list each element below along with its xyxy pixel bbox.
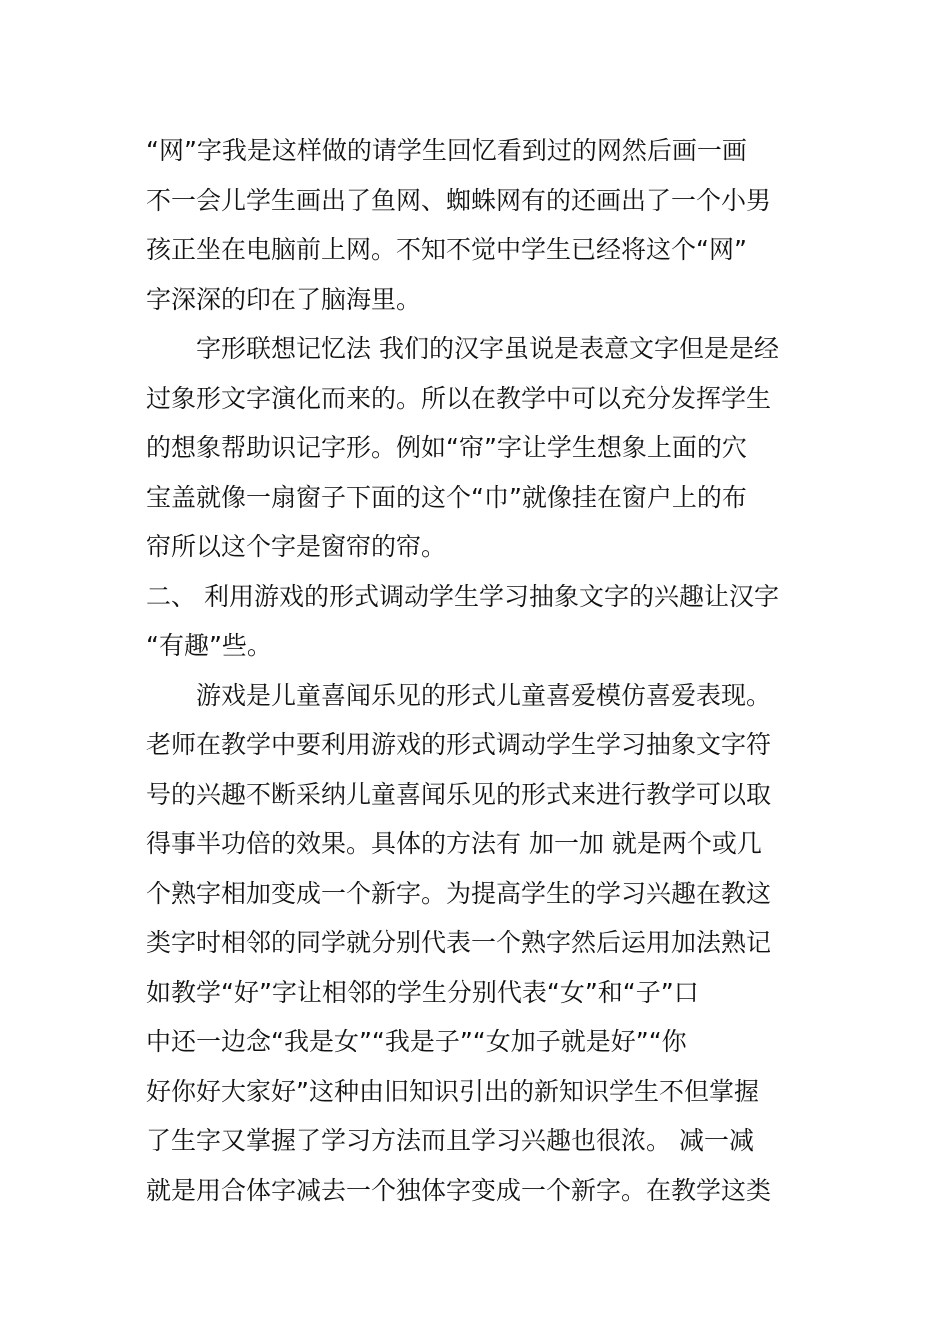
text-line: 类字时相邻的同学就分别代表一个熟字然后运用加法熟记	[146, 928, 772, 957]
paragraph-game-methods	[146, 671, 808, 1216]
text-line: 字深深的印在了脑海里。	[146, 284, 422, 314]
text-line: 就是用合体字减去一个独体字变成一个新字。在教学这类	[146, 1175, 772, 1205]
text-line: 得事半功倍的效果。具体的方法有 加一加 就是两个或几	[146, 829, 762, 858]
text-line: 好你好大家好”这种由旧知识引出的新知识学生不但掌握	[146, 1076, 759, 1106]
text-line: 孩正坐在电脑前上网。不知不觉中学生已经将这个“网”	[146, 235, 747, 264]
text-line: 号的兴趣不断采纳儿童喜闻乐见的形式来进行教学可以取	[146, 779, 772, 809]
paragraph-wang-example	[146, 126, 808, 324]
text-line: 的想象帮助识记字形。例如“帘”字让学生想象上面的穴	[146, 433, 747, 462]
text-line: 过象形文字演化而来的。所以在教学中可以充分发挥学生	[146, 383, 772, 413]
text-line: “网”字我是这样做的请学生回忆看到过的网然后画一画	[146, 136, 747, 165]
paragraph-shape-association	[146, 324, 808, 572]
heading-line: 二、 利用游戏的形式调动学生学习抽象文字的兴趣让汉字	[146, 581, 779, 611]
heading-line: “有趣”些。	[146, 631, 272, 660]
text-line: 了生字又掌握了学习方法而且学习兴趣也很浓。 减一减	[146, 1126, 754, 1155]
section-heading-two	[146, 572, 808, 671]
text-line: 个熟字相加变成一个新字。为提高学生的学习兴趣在教这	[146, 878, 772, 908]
text-line: 游戏是儿童喜闻乐见的形式儿童喜爱模仿喜爱表现。	[196, 680, 772, 710]
text-line: 帘所以这个字是窗帘的帘。	[146, 532, 447, 561]
text-line: 宝盖就像一扇窗子下面的这个“巾”就像挂在窗户上的布	[146, 482, 747, 512]
text-line: 中还一边念“我是女”“我是子”“女加子就是好”“你	[146, 1027, 687, 1056]
document-body	[146, 126, 808, 1215]
text-line: 不一会儿学生画出了鱼网、蜘蛛网有的还画出了一个小男	[146, 185, 772, 215]
text-line: 如教学“好”字让相邻的学生分别代表“女”和“子”口	[146, 977, 699, 1007]
text-line: 老师在教学中要利用游戏的形式调动学生学习抽象文字符	[146, 730, 772, 759]
text-line: 字形联想记忆法 我们的汉字虽说是表意文字但是是经	[196, 334, 779, 363]
